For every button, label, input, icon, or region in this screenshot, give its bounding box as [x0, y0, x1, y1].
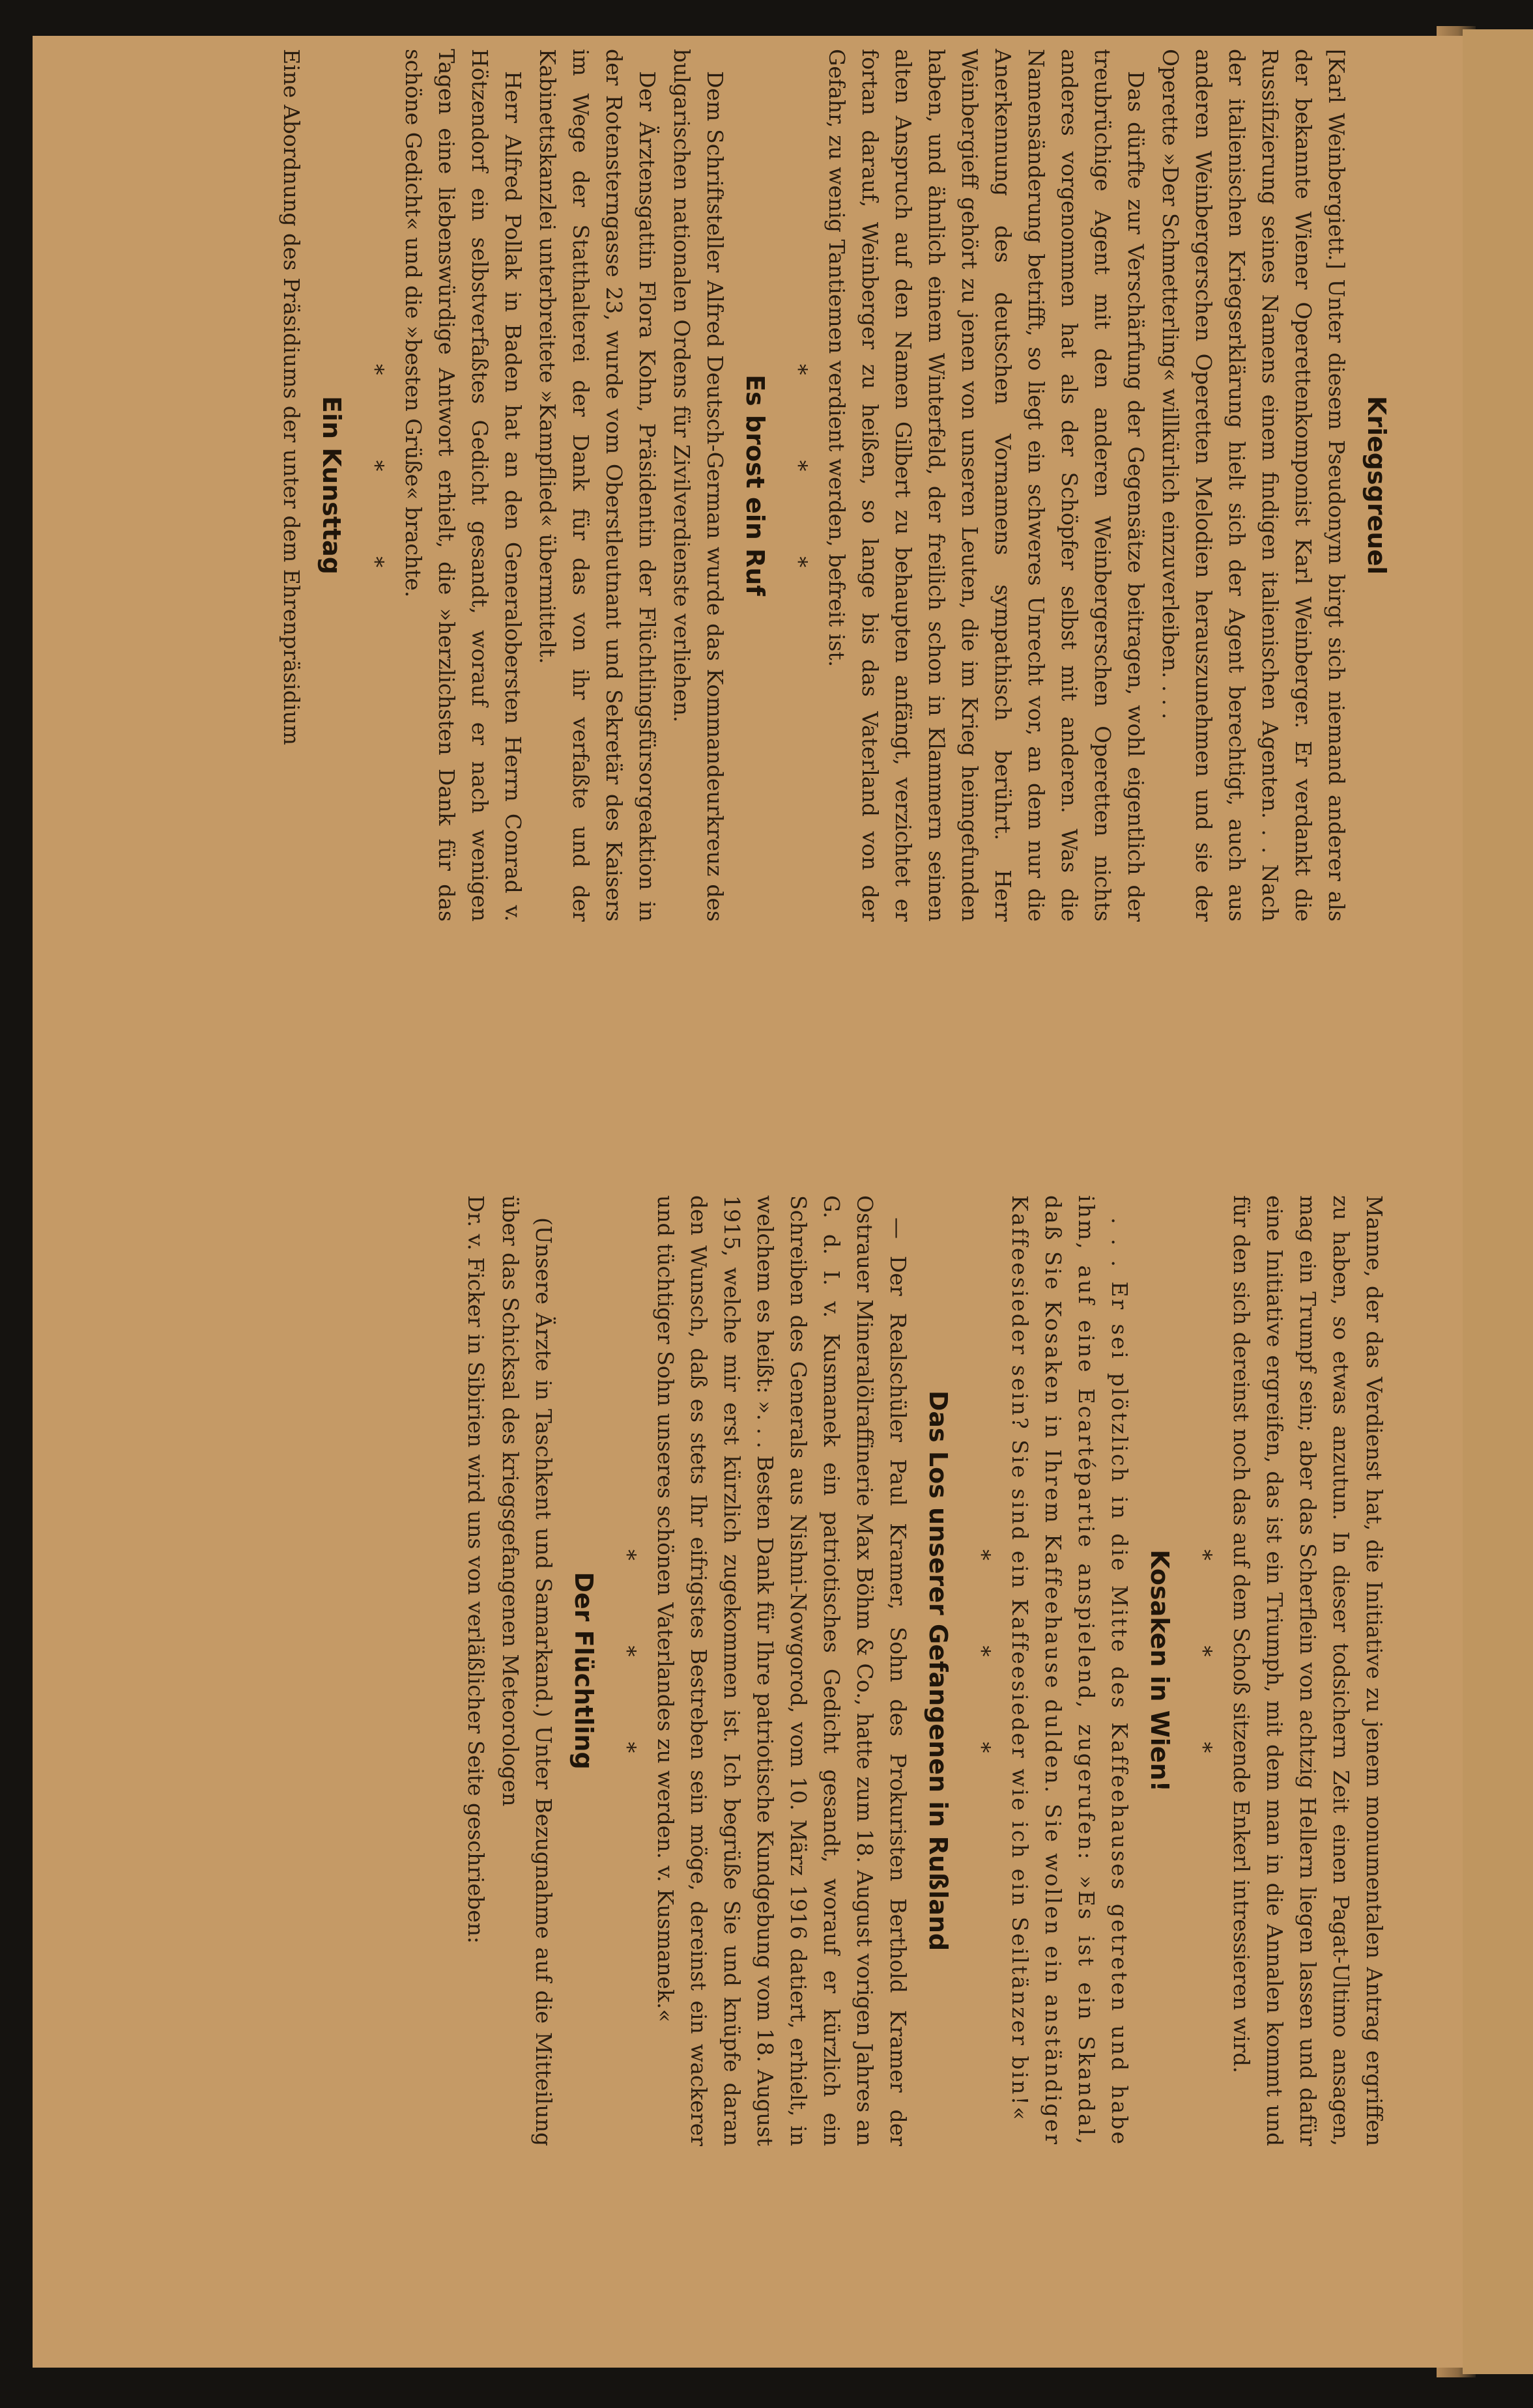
facing-page-edge	[1463, 29, 1533, 2374]
paragraph-paul-kramer: — Der Realschüler Paul Kramer, Sohn des Prokuristen Berthold Kramer der Ostrauer Mineralölraffinerie Max Böhm & Co., hatte zum 18. August vorigen Jahres an G. d. I. v. Kusmanek ein patriotisches Gedicht gesandt, worauf er kürzlich ein Schreiben des Generals aus Nishni-Nowgorod, vom 10. März 1916 datiert, erhielt, in welchem es heißt: ». . . Besten Dank für Ihre patriotische Kundgebung vom 18. August 1915, welche mir erst kürzlich zugekommen ist. Ich begrüße Sie und knüpfe daran den Wunsch, daß es stets Ihr eifrigstes Bestreben sein möge, dereinst ein wackerer und tüchtiger Sohn unseres schönen Vaterlandes zu werden. v. Kusmanek.«	[653, 1195, 911, 2146]
section-separator: * * *	[1190, 1549, 1216, 1792]
paragraph-weinbergieff: [Karl Weinbergiett.] Unter diesem Pseudonym birgt sich niemand anderer als der bekannte Wiener Operettenkomponist Karl Weinberger. Er verdankt die Russifizierung seines Namens einem findigen italienischen Agenten. . . Nach der italienischen Kriegserklärung hielt sich der Agent berechtigt, auch aus anderen Weinbergerschen Operetten Melodien herauszunehmen und sie der Operette »Der Schmetterling« willkürlich einzuverleiben. . . .	[1158, 49, 1349, 922]
section-separator: * * *	[362, 363, 388, 607]
section-separator: * * *	[786, 363, 812, 607]
section-separator: * * *	[614, 1549, 640, 1792]
paragraph-kaffeesieder: . . . Er sei plötzlich in die Mitte des Kaffeehauses getreten und habe ihm, auf eine Ecartépartie anspielend, zugerufen: »Es ist ein Skandal, daß Sie Kosaken in Ihrem Kaffeehause dulden. Sie wollen ein anständiger Kaffeesieder sein? Sie sind ein Kaffeesieder wie ich ein Seiltänzer bin!«	[1007, 1195, 1132, 2146]
upper-text-block	[49, 49, 1391, 922]
paragraph-taschkent: (Unsere Ärzte in Taschkent und Samarkand.) Unter Bezugnahme auf die Mitteilung über das Schicksal des kriegsgefangenen Meteorologen	[498, 1195, 556, 2146]
paragraph-deutsch-german: Dem Schriftsteller Alfred Deutsch-German wurde das Kommandeurkreuz des bulgarischen nationalen Ordens für Zivilverdienste verliehen.	[669, 49, 728, 922]
paragraph-initiative: Manne, der das Verdienst hat, die Initiative zu jenem monumentalen Antrag ergriffen zu haben, so etwas anzutun. In dieser todsichern Zeit einen Pagat-Ultimo ansagen, mag ein Trumpf sein; aber das Scherflein von achtzig Hellern liegen lassen und dafür eine Initiative ergreifen, das ist ein Triumph, mit dem man in die Annalen kommt und für den sich dereinst noch das auf dem Schoß sitzende Enkerl intressieren wird.	[1229, 1195, 1387, 2146]
cut-off-line-fluechtling: Dr. v. Ficker in Sibirien wird uns von verläßlicher Seite geschrieben:	[463, 1195, 489, 1944]
column-lower	[459, 1195, 1391, 2146]
heading-der-fluechtling: Der Flüchtling	[569, 1572, 598, 1770]
heading-das-los-unserer-gefangenen: Das Los unserer Gefangenen in Rußland	[924, 1390, 953, 1951]
lower-text-block	[49, 1195, 1391, 2146]
heading-ein-kunsttag: Ein Kunsttag	[317, 396, 346, 574]
paragraph-flora-kohn: Der Ärztensgattin Flora Kohn, Präsidentin der Flüchtlingsfürsorgeaktion in der Rotensterngasse 23, wurde vom Oberstleutnant und Sekretär des Kaisers im Wege der Statthalterei der Dank für das von ihr verfaßte und der Kabinettskanzlei unterbreitete »Kampflied« übermittelt.	[535, 49, 660, 922]
heading-kriegsgreuel: Kriegsgreuel	[1362, 395, 1391, 575]
paragraph-gegensaetze: Das dürfte zur Verschärfung der Gegensätze beitragen, wohl eigentlich der treubrüchige Agent mit den anderen Weinbergerschen Operetten nichts anderes vorgenommen hat als der Schöpfer selbst mit anderen. Was die Namensänderung betrifft, so liegt ein schweres Unrecht vor, an dem nur die Anerkennung des deutschen Vornamens sympathisch berührt. Herr Weinbergieff gehört zu jenen von unseren Leuten, die im Krieg heimgefunden haben, und ähnlich einem Winterfeld, der freilich schon in Klammern seinen alten Anspruch auf den Namen Gilbert zu behaupten anfängt, verzichtet er fortan darauf, Weinberger zu heißen, so lange bis das Vaterland von der Gefahr, zu wenig Tantiemen verdient werden, befreit ist.	[824, 49, 1149, 922]
scanned-page	[33, 36, 1463, 2368]
heading-kosaken-in-wien: Kosaken in Wien!	[1145, 1550, 1174, 1792]
heading-es-brost-ein-ruf: Es brost ein Ruf	[741, 375, 769, 596]
paragraph-alfred-pollak: Herr Alfred Pollak in Baden hat an den Generalobersten Herrn Conrad v. Hötzendorf ein selbstverfaßtes Gedicht gesandt, worauf er nach wenigen Tagen eine liebenswürdige Antwort erhielt, die »herzlichsten Dank für das schöne Gedicht« und die »besten Grüße« brachte.	[401, 49, 526, 922]
cut-off-line-kunsttag: Eine Abordnung des Präsidiums der unter dem Ehrenpräsidium	[279, 49, 304, 745]
section-separator: * * *	[969, 1549, 995, 1792]
column-kriegsgreuel	[275, 49, 1391, 922]
